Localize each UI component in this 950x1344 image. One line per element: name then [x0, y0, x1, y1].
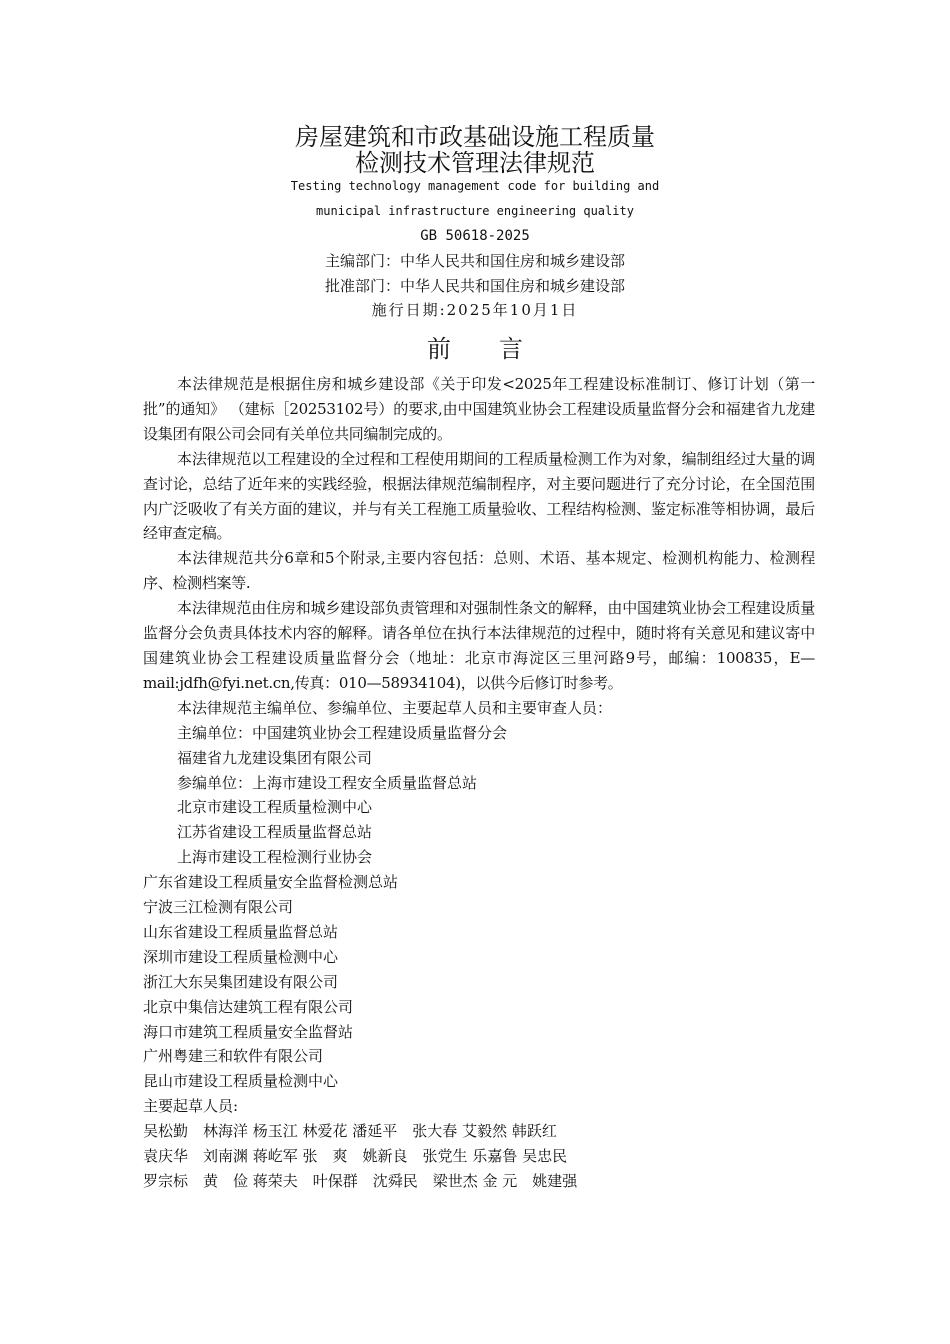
unit-line: 广州粤建三和软件有限公司 — [143, 1047, 324, 1066]
approval-department: 批准部门：中华人民共和国住房和城乡建设部 — [324, 277, 625, 295]
unit-line: 昆山市建设工程质量检测中心 — [143, 1072, 339, 1091]
unit-line: 浙江大东吴集团建设有限公司 — [143, 972, 339, 991]
drafters-label: 主要起草人员: — [143, 1097, 239, 1116]
english-title-line-1: Testing technology management code for building and — [290, 179, 660, 193]
english-title-line-2: municipal infrastructure engineering quality — [316, 204, 634, 218]
unit-line: 深圳市建设工程质量检测中心 — [143, 947, 339, 966]
unit-line: 北京市建设工程质量检测中心 — [177, 798, 373, 817]
unit-line: 北京中集信达建筑工程有限公司 — [143, 997, 354, 1016]
unit-line: 海口市建筑工程质量安全监督站 — [143, 1022, 354, 1041]
unit-line: 广东省建设工程质量安全监督检测总站 — [143, 873, 399, 892]
unit-line: 江苏省建设工程质量监督总站 — [177, 823, 373, 842]
standard-code: GB 50618-2025 — [420, 228, 530, 244]
editor-department: 主编部门：中华人民共和国住房和城乡建设部 — [324, 252, 625, 270]
preface-body — [143, 372, 815, 1194]
drafters-row: 吴松勤 林海洋 杨玉江 林爱花 潘延平 张大春 艾毅然 韩跃红 — [143, 1122, 557, 1141]
effective-date: 施行日期:2025年10月1日 — [371, 301, 579, 319]
preface-paragraph: 本法律规范共分6章和5个附录,主要内容包括：总则、术语、基本规定、检测机构能力、检测程序、检测档案等. — [143, 549, 815, 593]
preface-paragraph: 本法律规范由住房和城乡建设部负责管理和对强制性条文的解释，由中国建筑业协会工程建设质量监督分会负责具体技术内容的解释。请各单位在执行本法律规范的过程中，随时将有关意见和建议寄中国建筑业协会工程建设质量监督分会（地址：北京市海淀区三里河路9号，邮编：100835，E—mail:jdfh@fyi.net.cn,传真：010—58934104)，以供今后修订时参考。 — [143, 599, 815, 692]
unit-line: 主编单位：中国建筑业协会工程建设质量监督分会 — [177, 723, 508, 742]
unit-line: 福建省九龙建设集团有限公司 — [177, 748, 373, 767]
unit-line: 参编单位：上海市建设工程安全质量监督总站 — [177, 773, 478, 792]
drafters-row: 袁庆华 刘南渊 蒋屹军 张 爽 姚新良 张党生 乐嘉鲁 吴忠民 — [143, 1147, 568, 1166]
drafters-row: 罗宗标 黄 俭 蒋荣夫 叶保群 沈舜民 梁世杰 金 元 姚建强 — [143, 1172, 578, 1190]
unit-line: 宁波三江检测有限公司 — [143, 898, 294, 917]
section-heading-preface: 前言 — [427, 335, 571, 363]
preface-paragraph: 本法律规范主编单位、参编单位、主要起草人员和主要审查人员： — [177, 698, 613, 717]
unit-line: 山东省建设工程质量监督总站 — [143, 922, 339, 941]
unit-line: 上海市建设工程检测行业协会 — [177, 848, 373, 867]
preface-paragraph: 本法律规范以工程建设的全过程和工程使用期间的工程质量检测工作为对象，编制组经过大量的调查讨论，总结了近年来的实践经验，根据法律规范编制程序，对主要问题进行了充分讨论，在全国范围内广泛吸收了有关方面的建议，并与有关工程施工质量验收、工程结构检测、鉴定标准等相协调，最后经审查定稿。 — [143, 449, 815, 543]
document-title-line-1: 房屋建筑和市政基础设施工程质量 — [295, 123, 655, 151]
preface-paragraph: 本法律规范是根据住房和城乡建设部《关于印发<2025年工程建设标准制订、修订计划（第一批”的通知》 （建标［20253102号）的要求,由中国建筑业协会工程建设质量监督分会和福建省九龙建设集团有限公司会同有关单位共同编制完成的。 — [143, 375, 815, 443]
document-title-line-2: 检测技术管理法律规范 — [355, 149, 595, 177]
